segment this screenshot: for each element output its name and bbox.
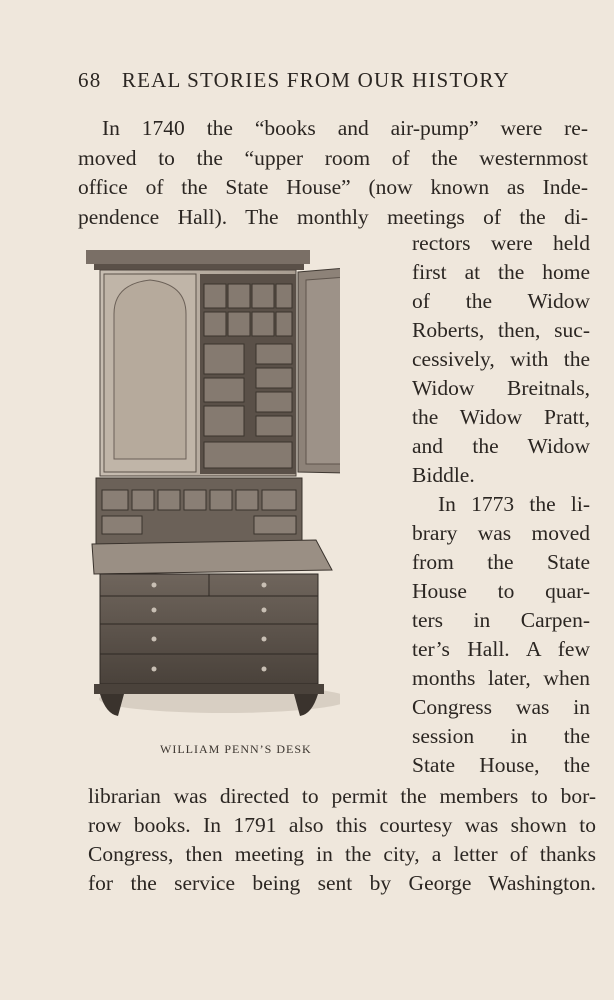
text-line: for the service being sent by George Washington.: [88, 871, 596, 895]
desk-illustration: [84, 244, 340, 724]
text-line: Roberts, then, suc-: [412, 318, 590, 342]
text-line: Congress, then meeting in the city, a letter of thanks: [88, 842, 596, 866]
text-line: the Widow Pratt,: [412, 405, 590, 429]
text-line: and the Widow: [412, 434, 590, 458]
text-line: first at the home: [412, 260, 590, 284]
text-line: pendence Hall). The monthly meetings of the di-: [78, 205, 588, 229]
text-line: from the State: [412, 550, 590, 574]
running-header: [78, 68, 548, 93]
text-line: House to quar-: [412, 579, 590, 603]
text-line: State House, the: [412, 753, 590, 777]
text-line: session in the: [412, 724, 590, 748]
text-line: In 1740 the “books and air-pump” were re-: [102, 116, 588, 140]
running-title: REAL STORIES FROM OUR HISTORY: [121, 68, 510, 92]
text-line: Biddle.: [412, 463, 475, 487]
text-line: brary was moved: [412, 521, 590, 545]
text-line: In 1773 the li-: [438, 492, 590, 516]
text-line: months later, when: [412, 666, 590, 690]
text-line: ter’s Hall. A few: [412, 637, 590, 661]
figure-caption: WILLIAM PENN’S DESK: [160, 742, 312, 756]
page-number: 68: [78, 68, 102, 92]
text-line: row books. In 1791 also this courtesy was shown to: [88, 813, 596, 837]
text-line: librarian was directed to permit the members to bor-: [88, 784, 596, 808]
text-line: Widow Breitnals,: [412, 376, 590, 400]
text-line: moved to the “upper room of the westernmost: [78, 146, 588, 170]
text-line: of the Widow: [412, 289, 590, 313]
text-line: office of the State House” (now known as Inde-: [78, 175, 588, 199]
text-line: ters in Carpen-: [412, 608, 590, 632]
text-line: rectors were held: [412, 231, 590, 255]
text-line: Congress was in: [412, 695, 590, 719]
text-line: cessively, with the: [412, 347, 590, 371]
